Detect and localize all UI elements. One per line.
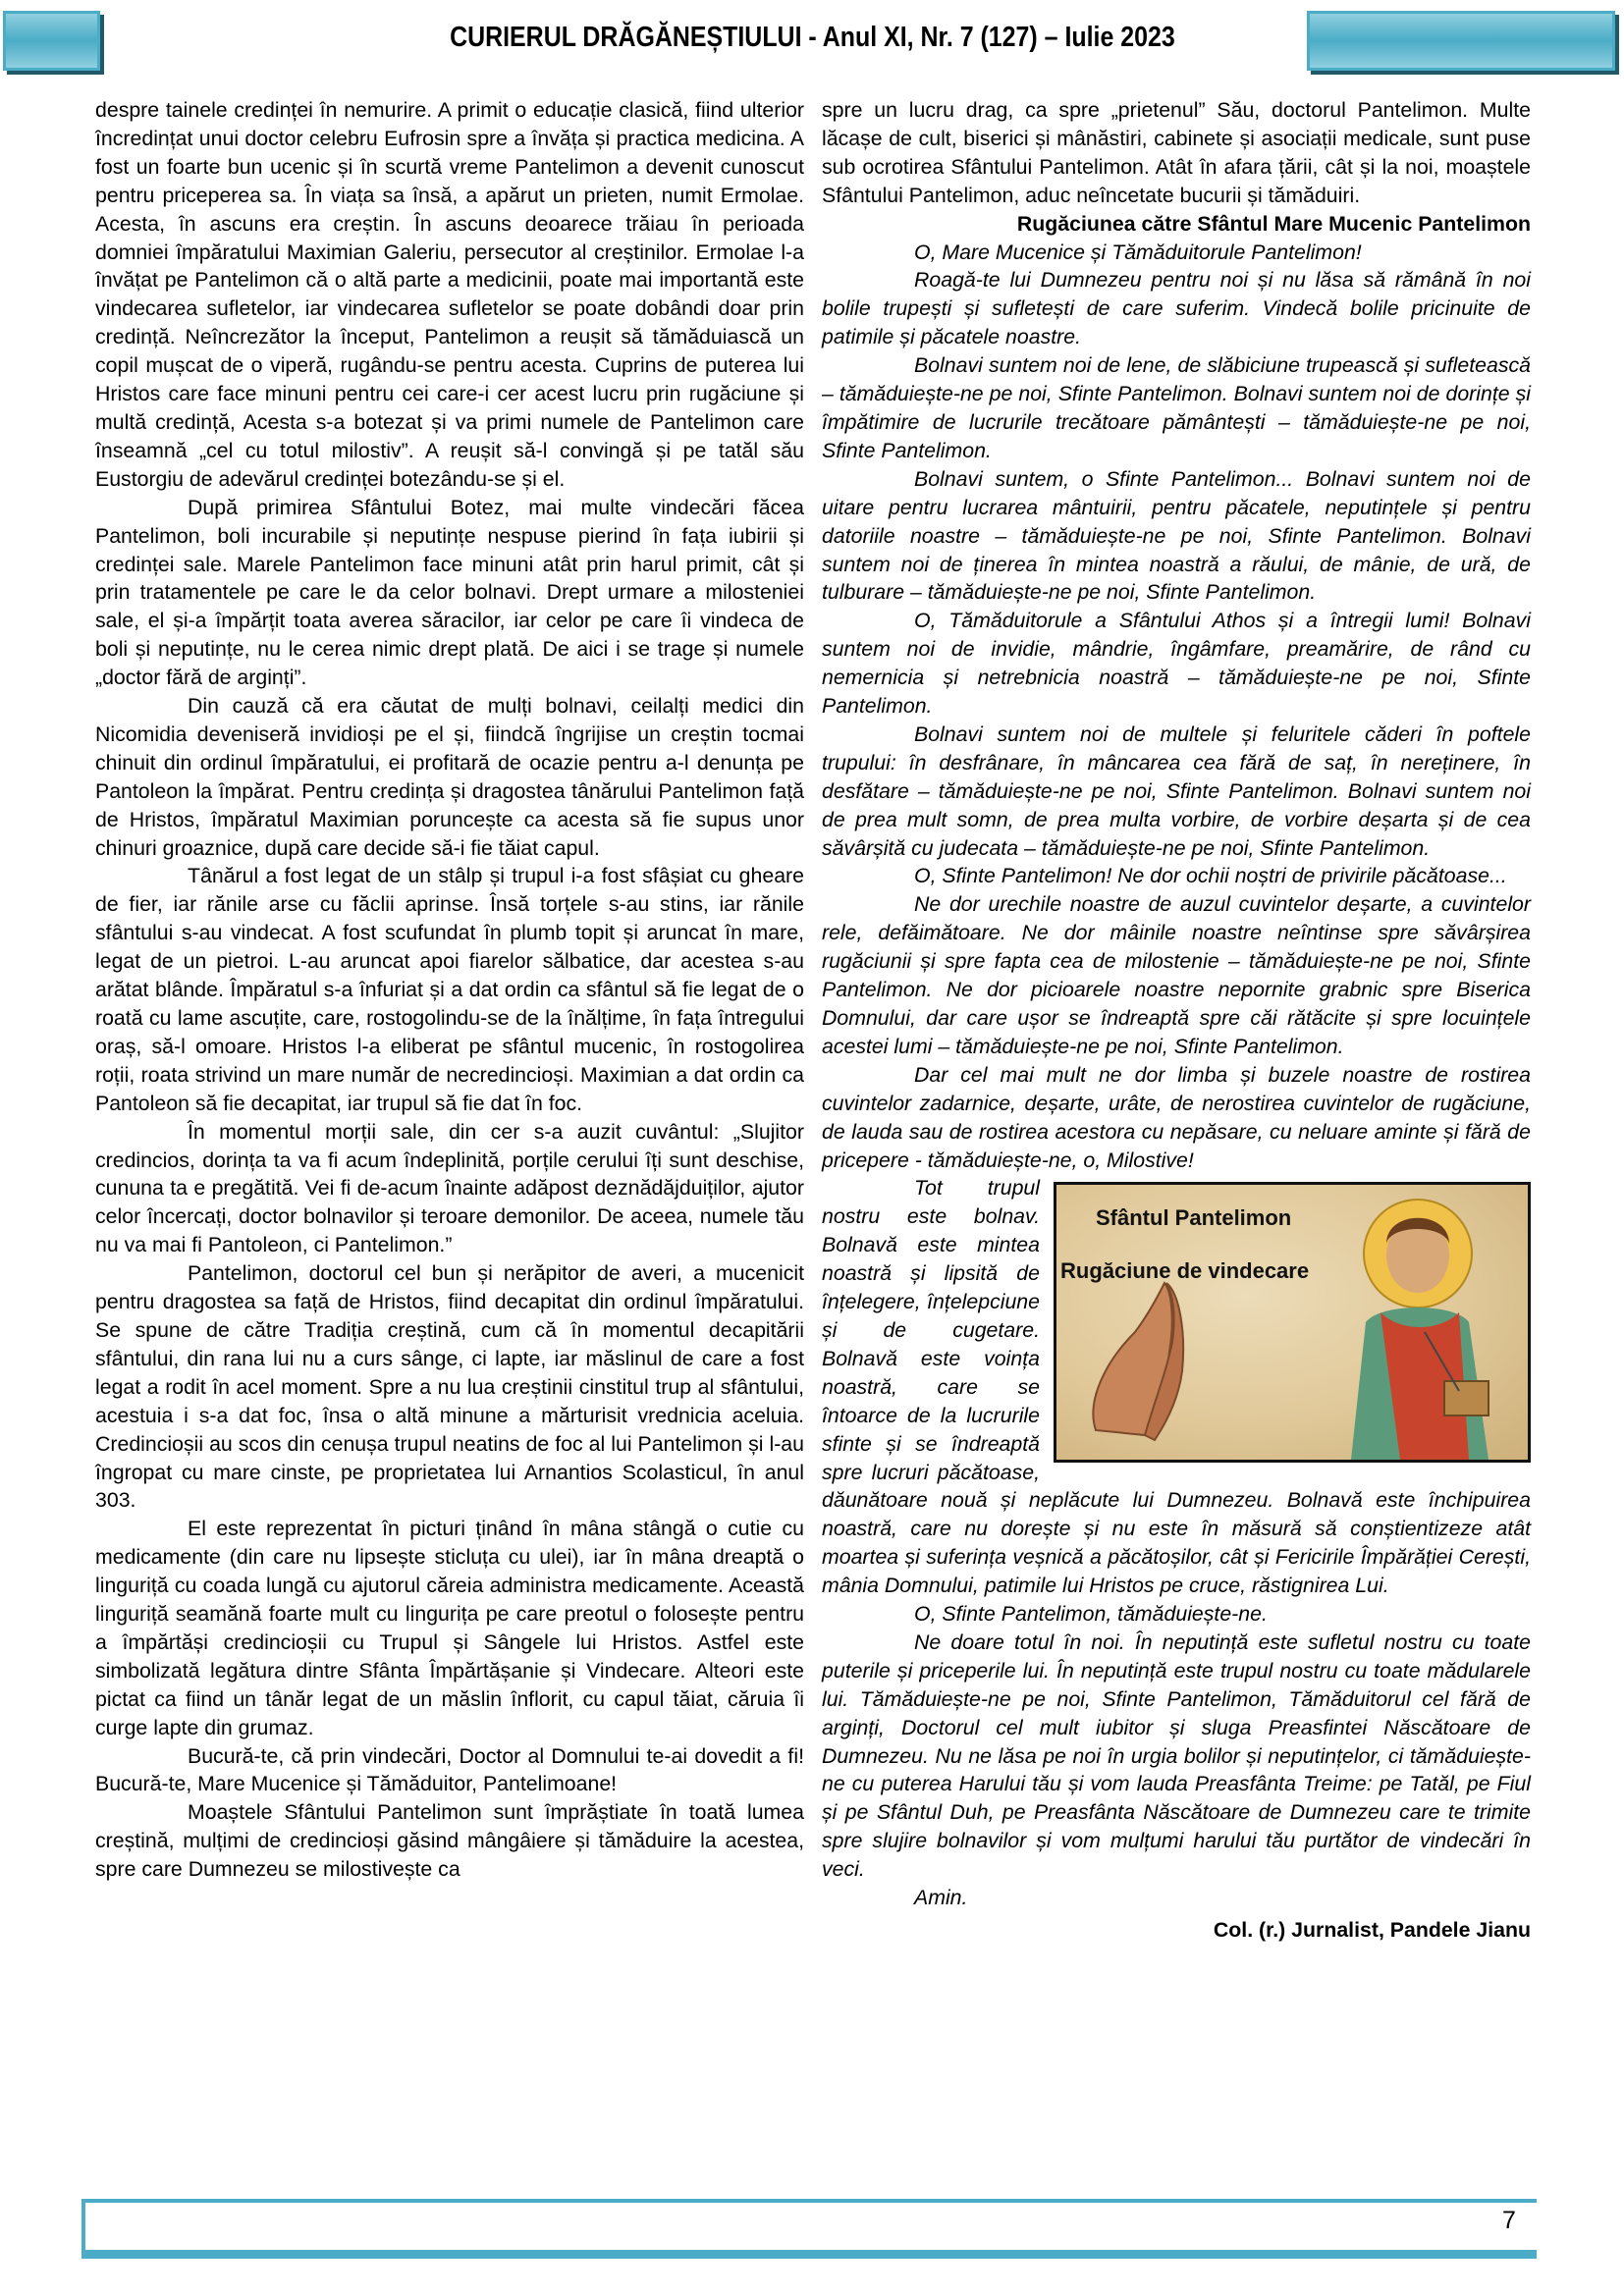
header-decor-left bbox=[3, 11, 100, 71]
prayer-title: Rugăciunea către Sfântul Mare Mucenic Pantelimon bbox=[1016, 211, 1531, 236]
praying-hands-icon bbox=[1093, 1283, 1183, 1440]
paragraph: despre tainele credinței în nemurire. A primit o educație clasică, fiind ulterior încredințat unui doctor celebru Eufrosin spre a învăța și practica medicina. A fost un foarte bun ucenic și în scurtă vreme Pantelimon a devenit cunoscut pentru priceperea sa. În viața sa însă, a apărut un prieten, numit Ermolae. Acesta, în ascuns era creștin. În ascuns deoarece trăiau în perioada domniei împăratului Maximian Galeriu, persecutor al creștinilor. Ermolae l-a învățat pe Pantelimon că o altă parte a medicinii, poate mai importantă este vindecarea sufletelor, iar vindecarea sufletelor se poate dobândi doar prin credință. Neîncrezător la început, Pantelimon a reușit să tămăduiască un copil mușcat de o viperă, rugându-se pentru acesta. Cuprins de puterea lui Hristos care face minuni pentru cei care-i cer acest lucru prin rugăciune și multă credință, Acesta s-a botezat și va primi numele de Pantelimon care înseamnă „cel cu totul milostiv”. A reușit să-l convingă și pe tatăl său Eustorgiu de adevărul credinței botezându-se și el. bbox=[95, 98, 804, 491]
prayer-amen: Amin. bbox=[914, 1886, 968, 1910]
prayer-paragraph: Roagă-te lui Dumnezeu pentru noi și nu lăsa să rămână în noi bolile trupești și sufletești de care suferim. Vindecă bolile pricinuite de patimile și păcatele noastre. bbox=[822, 268, 1531, 349]
header-decor-right bbox=[1307, 11, 1615, 71]
footer-frame bbox=[81, 2199, 1537, 2259]
prayer-paragraph: Dar cel mai mult ne dor limba și buzele noastre de rostirea cuvintelor zadarnice, deșarte, urâte, de nerostirea cuvintelor de rugăciune, de lauda sau de rostirea acestora cu nepăsare, cu neluare aminte și fără de pricepere - tămăduiește-ne, o, Milostive! bbox=[822, 1062, 1531, 1172]
saint-pantelimon-image bbox=[1054, 1182, 1531, 1463]
prayer-paragraph: Ne dor urechile noastre de auzul cuvintelor deșarte, a cuvintelor rele, defăimătoare. Ne dor mâinile noastre neîntinse spre săvârșirea rugăciunii și spre fapta cea de milostenie – tămăduiește-ne pe noi, Sfinte Pantelimon. Ne dor picioarele noastre nepornite grabnic spre Biserica Domnului, dar care ușor se îndreaptă spre căi rătăcite și spre locuințele acestei lumi – tămăduiește-ne pe noi, Sfinte Pantelimon. bbox=[822, 892, 1531, 1058]
page-number: 7 bbox=[1502, 2207, 1516, 2234]
intro-paragraph: spre un lucru drag, ca spre „prietenul” Său, doctorul Pantelimon. Multe lăcașe de cult, biserici și mânăstiri, cabinete și asociații medicale, sunt puse sub ocrotirea Sfântului Pantelimon. Atât în afara țării, cât și la noi, moaștele Sfântului Pantelimon, aduc neîncetate bucurii și tămăduiri. bbox=[822, 98, 1531, 207]
paragraph: Bucură-te, că prin vindecări, Doctor al Domnului te-ai dovedit a fi! Bucură-te, Mare Mucenice și Tămăduitor, Pantelimoane! bbox=[95, 1743, 804, 1796]
paragraph: Din cauză că era căutat de mulți bolnavi, ceilalți medici din Nicomidia deveniseră invidioși pe el și, fiindcă îngrijise un creștin tocmai chinuit din ordinul împăratului, ei profitară de ocazie pentru a-l denunța pe Pantoleon la împărat. Pentru credința și dragostea tânărului Pantelimon față de Hristos, împăratul Maximian poruncește ca acesta să fie supus unor chinuri groaznice, după care decide să-i fie tăiat capul. bbox=[95, 694, 804, 860]
paragraph: Tânărul a fost legat de un stâlp și trupul i-a fost sfâșiat cu gheare de fier, iar rănile arse cu făclii aprinse. Însă torțele s-au stins, iar rănile sfântului s-au vindecat. A fost scufundat în plumb topit și aruncat în mare, legat de un pietroi. L-au aruncat apoi fiarelor sălbatice, dar acestea s-au arătat blânde. Împăratul s-a înfuriat și a dat ordin ca sfântul să fie legat de o roată cu lame ascuțite, care, rostogolindu-se de la înălțime, în fața întregului oraș, să-l omoare. Hristos l-a eliberat pe sfântul mucenic, în rostogolirea roții, roata strivind un mare număr de necredincioși. Maximian a dat ordin ca Pantoleon să fie decapitat, iar trupul să fie dat în foc. bbox=[95, 864, 804, 1115]
author-signature: Col. (r.) Jurnalist, Pandele Jianu bbox=[1213, 1918, 1531, 1942]
paragraph: Pantelimon, doctorul cel bun și nerăpitor de averi, a mucenicit pentru dragostea sa față de Hristos, fiind decapitat din ordinul împăratului. Se spune de către Tradiția creștină, cum că în momentul decapitării sfântului, din rana lui nu a curs sânge, ci lapte, iar măslinul de care a fost legat a rodit în acel moment. Spre a nu lua creștinii cinstitul trup al sfântului, acestuia i s-a dat foc, însa o altă minune a mărturisit vrednicia aceluia. Credincioșii au scos din cenușa trupul neatins de foc al lui Pantelimon și l-au îngropat cu mare cinste, pe proprietatea lui Arnantios Scolasticul, în anul 303. bbox=[95, 1261, 804, 1513]
prayer-paragraph: O, Sfinte Pantelimon, tămăduiește-ne. bbox=[914, 1602, 1268, 1627]
paragraph: În momentul morții sale, din cer s-a auzit cuvântul: „Slujitor credincios, dorința ta va fi acum îndeplinită, porțile cerului îți sunt deschise, cununa ta e pregătită. Vei fi de-acum înainte adăpost deznădăjduiților, ajutor celor încercați, doctor bolnavilor și teroare demonilor. De aceea, numele tău nu va mai fi Pantoleon, ci Pantelimon.” bbox=[95, 1119, 804, 1257]
right-column bbox=[822, 96, 1531, 1945]
page-title: CURIERUL DRĂGĂNEȘTIULUI - Anul XI, Nr. 7 (127) – Iulie 2023 bbox=[450, 22, 1175, 53]
prayer-paragraph: O, Mare Mucenice și Tămăduitorule Pantelimon! bbox=[914, 240, 1362, 264]
prayer-paragraph: Ne doare totul în noi. În neputință este sufletul nostru cu toate puterile și priceperile lui. În neputință este trupul nostru cu toate mădularele lui. Tămăduiește-ne pe noi, Sfinte Pantelimon, Tămăduitorul cel fără de arginți, Doctorul cel mult iubitor și sluga Preasfintei Născătoare de Dumnezeu. Nu ne lăsa pe noi în urgia bolilor și neputințelor, ci tămăduiește-ne cu puterea Harului tău și vom lauda Preasfânta Treime: pe Tatăl, pe Fiul și pe Sfântul Duh, pe Preasfânta Născătoare de Dumnezeu care te trimite spre slujire bolnavilor și vom mulțumi harului tău purtător de vindecări în veci. bbox=[822, 1629, 1531, 1882]
prayer-paragraph: Bolnavi suntem, o Sfinte Pantelimon... Bolnavi suntem noi de uitare pentru lucrarea mântuirii, pentru păcatele, neputințele și pentru datoriile noastre – tămăduiește-ne pe noi, Sfinte Pantelimon. Bolnavi suntem noi de ținerea în mintea noastră a răului, de mânie, de ură, de tulburare – tămăduiește-ne pe noi, Sfinte Pantelimon. bbox=[822, 466, 1531, 605]
medicine-box bbox=[1444, 1381, 1489, 1415]
paragraph: După primirea Sfântului Botez, mai multe vindecări făcea Pantelimon, boli incurabile și neputințe nespuse pierind în fața iubirii și credinței sale. Marele Pantelimon face minuni atât prin harul primit, cât și prin tratamentele pe care le da celor bolnavi. Drept urmare a milosteniei sale, el și-a împărțit toata averea săracilor, iar celor pe care îi vindeca de boli și neputințe, nu le cerea nimic drept plată. De aici i se trage și numele „doctor fără de arginți”. bbox=[95, 495, 804, 690]
left-column bbox=[95, 96, 804, 1884]
prayer-paragraph: Bolnavi suntem noi de lene, de slăbiciune trupească și sufletească – tămăduiește-ne pe noi, Sfinte Pantelimon. Bolnavi suntem noi de dorințe și împătimire de lucrurile trecătoare pământești – tămăduiește-ne pe noi, Sfinte Pantelimon. bbox=[822, 353, 1531, 462]
image-caption-title: Sfântul Pantelimon bbox=[1096, 1205, 1292, 1231]
prayer-paragraph: Bolnavi suntem noi de multele și feluritele căderi în poftele trupului: în desfrânare, în mâncarea cea fără de saț, în nereținere, în desfătare – tămăduiește-ne pe noi, Sfinte Pantelimon. Bolnavi suntem noi de prea mult somn, de prea multa vorbire, de vorbire deșarta și de cea săvârșită cu judecata – tămăduiește-ne pe noi, Sfinte Pantelimon. bbox=[822, 721, 1531, 860]
paragraph: El este reprezentat în picturi ținând în mâna stângă o cutie cu medicamente (din care nu lipsește sticluța cu ulei), iar în mâna dreaptă o linguriță cu coada lungă cu ajutorul căreia administra medicamente. Această linguriță seamănă foarte mult cu lingurița pe care preotul o folosește pentru a împărtăși credincioșii cu Trupul și Sângele lui Hristos. Astfel este simbolizată legătura dintre Sfânta Împărtășanie și Vindecare. Alteori este pictat ca fiind un tânăr legat de un măslin înflorit, cu capul tăiat, căruia îi curge lapte din grumaz. bbox=[95, 1517, 804, 1739]
prayer-paragraph: O, Tămăduitorule a Sfântului Athos și a întregii lumi! Bolnavi suntem noi de invidie, mândrie, îngâmfare, preamărire, de rând cu nemernicia și netrebnicia noastră – tămăduiește-ne pe noi, Sfinte Pantelimon. bbox=[822, 609, 1531, 719]
prayer-paragraph: Tot trupul nostru este bolnav. Bolnavă este mintea noastră și lipsită de înțelegere, înțelepciune și de cugetare. Bolnavă este voința noastră, care se întoarce de la lucrurile sfinte și se îndreaptă spre lucruri păcătoase, dăunătoare nouă și neplăcute lui Dumnezeu. Bolnavă este închipuirea noastră, care nu dorește și nu este în măsură să conștientizeze atât moartea și suferința veșnică a păcătoșilor, cât și Fericirile Împărăției Cerești, mânia Domnului, patimile lui Hristos pe cruce, răstignirea Lui. bbox=[822, 1176, 1531, 1598]
image-caption-subtitle: Rugăciune de vindecare bbox=[1060, 1258, 1310, 1284]
prayer-paragraph: O, Sfinte Pantelimon! Ne dor ochii noștri de privirile păcătoase... bbox=[914, 864, 1507, 888]
paragraph: Moaștele Sfântului Pantelimon sunt împrăștiate în toată lumea creștină, mulțimi de credincioși găsind mângâiere și tămăduire la acestea, spre care Dumnezeu se milostivește ca bbox=[95, 1800, 804, 1882]
